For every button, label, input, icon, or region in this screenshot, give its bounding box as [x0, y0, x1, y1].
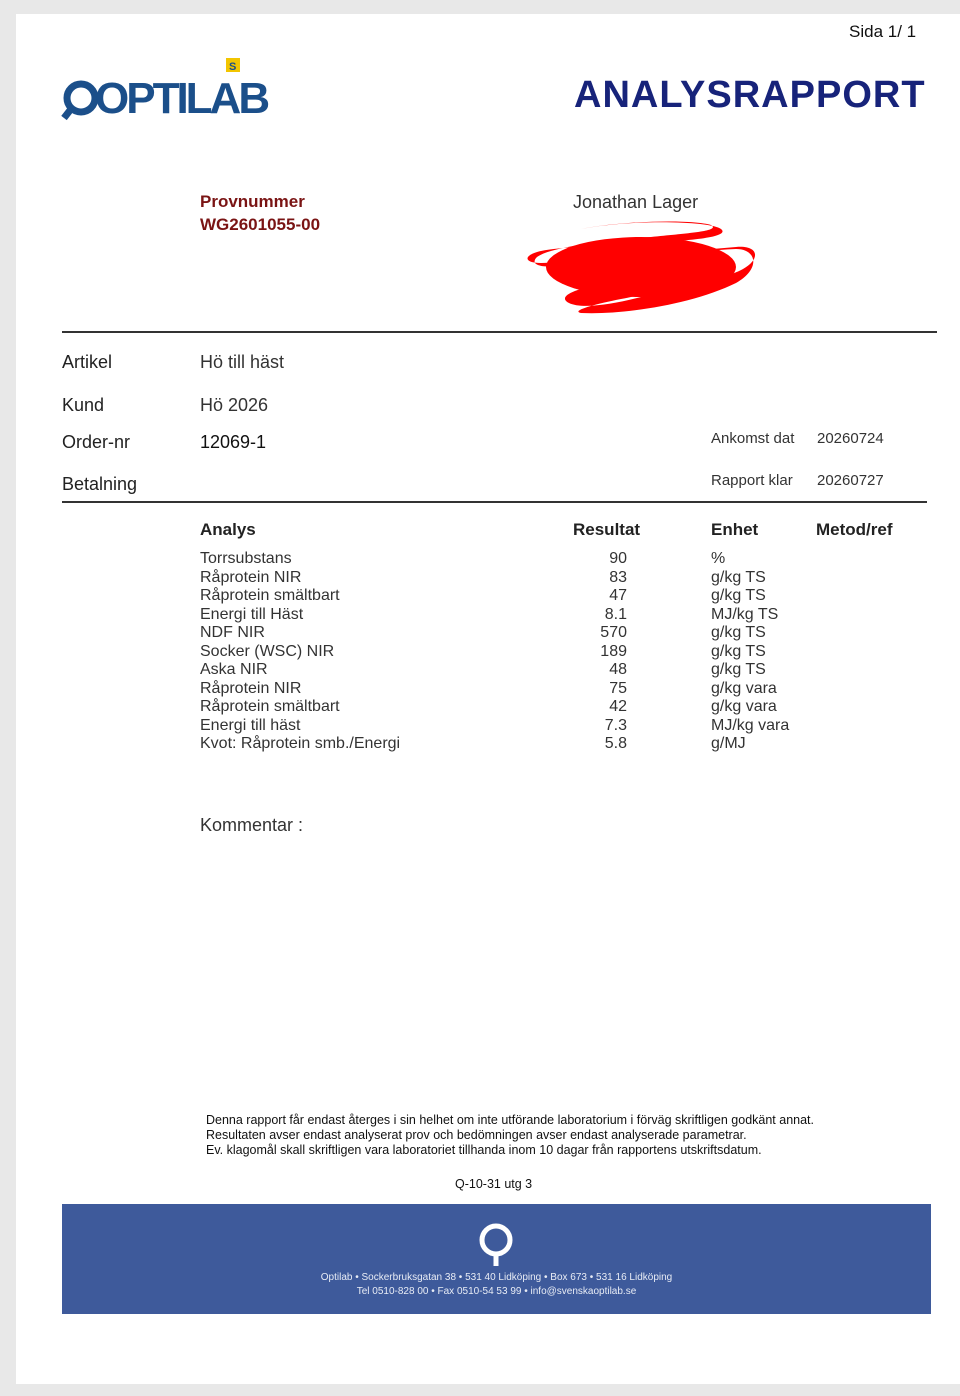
disclaimer	[206, 1113, 814, 1158]
analysis-result: 570	[600, 624, 627, 641]
table-row	[200, 550, 940, 569]
analysis-result: 90	[609, 550, 627, 567]
table-row	[200, 680, 940, 699]
column-header-analysis: Analys	[200, 520, 256, 539]
order-number-value: 12069-1	[200, 432, 267, 452]
table-row	[200, 698, 940, 717]
analysis-name: Kvot: Råprotein smb./Energi	[200, 735, 401, 752]
disclaimer-line-1: Denna rapport får endast återges i sin helhet om inte utförande laboratorium i förväg skriftligen godkänt annat.	[206, 1113, 814, 1127]
table-row	[200, 735, 940, 754]
analysis-unit: MJ/kg TS	[711, 605, 779, 623]
report-page	[16, 14, 960, 1384]
article-label: Artikel	[62, 352, 113, 372]
report-ready-label: Rapport klar	[711, 472, 793, 489]
analysis-unit: g/kg TS	[711, 587, 766, 604]
analysis-unit: g/MJ	[711, 735, 746, 752]
analysis-result: 47	[609, 587, 627, 604]
analysis-name: Energi till häst	[200, 716, 301, 734]
table-row	[200, 661, 940, 680]
recipient-name: Jonathan Lager	[573, 192, 699, 212]
analysis-unit: g/kg TS	[711, 624, 766, 641]
analysis-unit: %	[711, 550, 726, 567]
header-divider	[62, 331, 937, 333]
comment-label: Kommentar :	[200, 815, 304, 835]
disclaimer-line-3: Ev. klagomål skall skriftligen vara laboratoriet tillhanda inom 10 dagar från rapportens utskriftsdatum.	[206, 1143, 762, 1157]
arrival-date-value: 20260724	[817, 430, 884, 447]
customer-value: Hö 2026	[200, 395, 269, 415]
analysis-name: Energi till Häst	[200, 605, 304, 623]
document-code: Q-10-31 utg 3	[455, 1177, 533, 1191]
report-ready-value: 20260727	[817, 472, 884, 489]
fields-divider	[62, 501, 927, 503]
article-value: Hö till häst	[200, 352, 285, 372]
sample-number-label: Provnummer	[200, 192, 305, 211]
analysis-unit: g/kg TS	[711, 642, 766, 660]
analysis-result: 83	[609, 568, 627, 586]
order-number-label: Order-nr	[62, 432, 131, 452]
table-row	[200, 606, 940, 625]
table-row	[200, 624, 940, 643]
analysis-result: 7.3	[604, 716, 627, 734]
arrival-date-label: Ankomst dat	[711, 430, 795, 447]
analysis-result: 5.8	[604, 735, 627, 752]
analysis-unit: g/kg TS	[711, 568, 766, 586]
analysis-unit: g/kg vara	[711, 679, 777, 697]
column-header-result: Resultat	[573, 520, 641, 539]
footer-band	[62, 1204, 931, 1314]
table-row	[200, 643, 940, 662]
analysis-table	[200, 550, 940, 754]
logo-wordmark: OPTILAB	[95, 74, 268, 123]
optilab-o-icon	[475, 1222, 517, 1268]
analysis-result: 8.1	[604, 605, 627, 623]
analysis-name: Råprotein NIR	[200, 568, 302, 586]
redaction-scribble	[521, 219, 756, 314]
analysis-name: Aska NIR	[200, 661, 268, 678]
disclaimer-line-2: Resultaten avser endast analyserat prov och bedömningen avser endast analyserade parametrar.	[206, 1128, 747, 1142]
footer-contact: Tel 0510-828 00 • Fax 0510-54 53 99 • info@svenskaoptilab.se	[356, 1286, 637, 1297]
analysis-name: Torrsubstans	[200, 550, 292, 567]
analysis-unit: g/kg TS	[711, 661, 766, 678]
analysis-name: NDF NIR	[200, 624, 265, 641]
analysis-name: Råprotein smältbart	[200, 698, 340, 715]
customer-label: Kund	[62, 395, 105, 415]
page-number: Sida 1/ 1	[849, 22, 917, 41]
analysis-name: Råprotein smältbart	[200, 587, 340, 604]
analysis-result: 75	[609, 679, 627, 697]
analysis-name: Råprotein NIR	[200, 679, 302, 697]
column-header-method: Metod/ref	[816, 520, 893, 539]
analysis-unit: g/kg vara	[711, 698, 777, 715]
payment-label: Betalning	[62, 474, 138, 494]
analysis-name: Socker (WSC) NIR	[200, 642, 335, 660]
analysis-result: 189	[600, 642, 627, 660]
optilab-logo	[61, 56, 268, 126]
column-header-unit: Enhet	[711, 520, 759, 539]
analysis-unit: MJ/kg vara	[711, 716, 790, 734]
table-row	[200, 587, 940, 606]
table-row	[200, 569, 940, 588]
sample-number-value: WG2601055-00	[200, 215, 321, 234]
report-title: ANALYSRAPPORT	[574, 74, 926, 116]
svg-text:S: S	[229, 61, 237, 73]
footer-address: Optilab • Sockerbruksgatan 38 • 531 40 Lidköping • Box 673 • 531 16 Lidköping	[320, 1272, 673, 1283]
analysis-result: 48	[609, 661, 627, 678]
analysis-result: 42	[609, 698, 627, 715]
table-row	[200, 717, 940, 736]
